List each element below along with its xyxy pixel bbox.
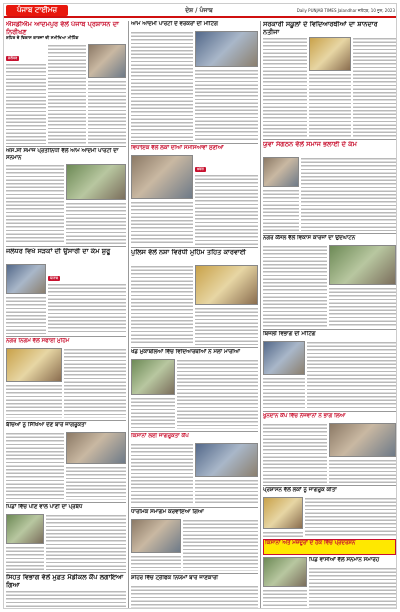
middle-headline-3: ਪੁਲਿਸ ਵੱਲੋਂ ਨਸ਼ਾ ਵਿਰੋਧੀ ਮੁਹਿੰਮ ਤਹਿਤ ਕਾਰਵਾਈ [131, 249, 246, 256]
news-photo [66, 432, 126, 464]
news-photo [131, 155, 193, 199]
left-bottom-headline: ਸਿਹਤ ਵਿਭਾਗ ਵੱਲੋਂ ਮੁਫ਼ਤ ਮੈਡੀਕਲ ਕੈਂਪ ਲਗਾਇਆ ਗਿਆ [6, 574, 124, 588]
middle-text-column [131, 585, 258, 608]
left-text-column [48, 44, 86, 144]
right-text-column [301, 157, 396, 231]
middle-text-column [131, 443, 193, 505]
middle-headline-5: ਕਿਸਾਨਾਂ ਲਈ ਜਾਗਰੂਕਤਾ ਕੈਂਪ [131, 433, 189, 439]
left-text-column [66, 466, 126, 500]
right-headline-3: ਨਗਰ ਕੌਂਸਲ ਵੱਲੋਂ ਵਿਕਾਸ ਕਾਰਜਾਂ ਦਾ ਉਦਘਾਟਨ [263, 235, 356, 241]
column-rule [128, 21, 129, 609]
middle-headline-2: ਵਿਧਾਇਕ ਵੱਲੋਂ ਲੋਕਾਂ ਦੀਆਂ ਸਮੱਸਿਆਵਾਂ ਸੁਣੀਆਂ [131, 145, 224, 151]
news-photo [263, 157, 299, 187]
right-text-column [263, 377, 305, 409]
news-photo [263, 497, 303, 529]
middle-headline-4: ਖੇਡ ਮੁਕਾਬਲਿਆਂ ਵਿੱਚ ਵਿਦਿਆਰਥੀਆਂ ਨੇ ਮੱਲਾਂ ਮਾਰੀਆਂ [131, 349, 240, 355]
left-text-column [6, 384, 62, 418]
middle-text-column [131, 397, 175, 429]
left-text-column [88, 80, 126, 144]
news-photo [88, 44, 126, 78]
middle-text-column [195, 479, 258, 505]
middle-text-column [131, 201, 193, 245]
middle-text-column [183, 519, 258, 571]
left-text-column [6, 432, 64, 500]
news-tag: ਖ਼ਬਰ [197, 167, 204, 171]
left-headline-5: ਬੱਚਿਆਂ ਨੂੰ ਸਿੱਖਿਆ ਦੇਣ ਬਾਰੇ ਜਾਗਰੂਕਤਾ [6, 422, 86, 428]
middle-text-column [177, 359, 258, 429]
right-text-column [309, 73, 351, 137]
left-lead-headline: ਐਸਡੀਐਮ ਆਦਮਪੁਰ ਵੱਲੋਂ ਪੰਜਾਬ ਪ੍ਰਸ਼ਾਸਨ ਦਾ ਨਿਰੀਖਣ [6, 21, 119, 35]
right-text-column [329, 287, 396, 327]
right-headline-1: ਸਰਕਾਰੀ ਸਕੂਲਾਂ ਦੇ ਵਿਦਿਆਰਥੀਆਂ ਦਾ ਸ਼ਾਨਦਾਰ ਨਤੀਜਾ [263, 21, 378, 35]
left-text-column [6, 296, 46, 334]
right-bottom-headline: ਪਿੰਡ ਵਾਸੀਆਂ ਵੱਲੋਂ ਸਨਮਾਨ ਸਮਾਰੋਹ [309, 557, 380, 563]
middle-headline-6: ਧਾਰਮਿਕ ਸਮਾਗਮ ਕਰਵਾਇਆ ਗਿਆ [131, 509, 204, 515]
news-photo [263, 341, 305, 375]
news-photo [263, 557, 307, 587]
left-text-column [6, 546, 44, 570]
newspaper-page [3, 3, 397, 609]
news-photo [131, 519, 181, 553]
left-headline-4: ਨਗਰ ਨਿਗਮ ਵੱਲੋਂ ਸਫਾਈ ਮੁਹਿੰਮ [6, 338, 70, 344]
city-tag: ਜਲੰਧਰ [8, 56, 18, 60]
left-headline-6: ਪਿੰਡਾਂ ਵਿੱਚ ਪੀਣ ਵਾਲੇ ਪਾਣੀ ਦਾ ਪ੍ਰਬੰਧ [6, 504, 83, 510]
news-photo [6, 514, 44, 544]
right-text-column [263, 589, 307, 608]
left-text-column [48, 264, 126, 334]
right-text-column [329, 459, 396, 483]
section-title: ਦੇਸ਼ / ਪੰਜਾਬ [185, 7, 213, 14]
right-text-column [263, 189, 299, 231]
dateline: Daily PUNJAB TIMES Jalandhar ਜਲੰਧਰ, 10 ਜੂਨ, 2023 [296, 8, 395, 13]
right-headline-6: ਪ੍ਰਸ਼ਾਸਨ ਵੱਲੋਂ ਲੋਕਾਂ ਨੂੰ ਜਾਗਰੂਕ ਕੀਤਾ [263, 487, 337, 493]
right-text-column [263, 245, 327, 327]
right-text-column [309, 567, 396, 608]
right-headline-2: ਯੁਵਾ ਸੰਗਠਨ ਵੱਲੋਂ ਸਮਾਜ ਭਲਾਈ ਦੇ ਕੰਮ [263, 141, 357, 148]
middle-text-column [131, 555, 181, 571]
right-text-column [305, 497, 396, 537]
news-photo [329, 423, 396, 457]
left-text-column [6, 44, 46, 144]
news-photo [195, 265, 258, 305]
right-text-column [353, 37, 396, 137]
middle-bottom-headline: ਸ਼ਹਿਰ ਵਿੱਚ ਟ੍ਰੈਫਿਕ ਨਿਯਮਾਂ ਬਾਰੇ ਜਾਣਕਾਰੀ [131, 575, 218, 581]
middle-text-column [195, 69, 258, 141]
news-photo [66, 164, 126, 200]
right-headline-5: ਖੂਨਦਾਨ ਕੈਂਪ ਵਿੱਚ ਨੌਜਵਾਨਾਂ ਨੇ ਭਾਗ ਲਿਆ [263, 413, 346, 419]
left-text-column [6, 164, 64, 244]
left-text-column [6, 590, 126, 608]
news-photo [131, 359, 175, 395]
right-headline-7: ਕਿਸਾਨਾਂ ਅਤੇ ਮਜ਼ਦੂਰਾਂ ਦੇ ਹੱਕ ਵਿੱਚ ਪ੍ਰਦਰਸ਼ਨ [265, 540, 356, 546]
news-photo [195, 443, 258, 477]
column-rule [260, 21, 261, 609]
right-text-column [263, 423, 327, 483]
middle-text-column [131, 265, 193, 345]
newspaper-logo: ਪੰਜਾਬ ਟਾਈਮਜ਼ [6, 5, 68, 16]
middle-text-column [195, 307, 258, 345]
news-photo [6, 348, 62, 382]
left-lead-subheadline: ਸ਼ਹਿਰ ਦੇ ਵਿਕਾਸ ਕਾਰਜਾਂ ਦੀ ਸਮੀਖਿਆ ਮੀਟਿੰਗ [6, 35, 79, 40]
middle-headline-1: ਆਮ ਆਦਮੀ ਪਾਰਟੀ ਦੇ ਵਰਕਰਾਂ ਦੀ ਮੀਟਿੰਗ [131, 21, 218, 27]
news-photo [195, 31, 258, 67]
news-photo [329, 245, 396, 285]
left-text-column [46, 514, 126, 570]
news-photo [309, 37, 351, 71]
middle-text-column [131, 31, 193, 141]
right-headline-4: ਬਿਜਲੀ ਵਿਭਾਗ ਦੀ ਮੀਟਿੰਗ [263, 331, 316, 337]
middle-text-column [195, 155, 258, 245]
left-text-column [64, 348, 126, 418]
left-text-column [66, 202, 126, 244]
news-photo [6, 264, 46, 294]
right-text-column [263, 531, 303, 537]
right-text-column [307, 341, 396, 409]
right-text-column [263, 37, 307, 137]
masthead [4, 4, 397, 18]
region-tag: ਪੰਜਾਬ [50, 276, 58, 280]
left-headline-2: ਐਸ.ਸੀ ਸਮਾਜ ਪ੍ਰਤੀਨਿਧੀ ਵੱਲੋਂ ਆਮ ਆਦਮੀ ਪਾਰਟੀ ਦਾ ਸਨਮਾਨ [6, 148, 119, 161]
left-headline-3: ਜਲੰਧਰ ਵਿਖੇ ਸੜਕਾਂ ਦੀ ਉਸਾਰੀ ਦਾ ਕੰਮ ਸ਼ੁਰੂ [6, 248, 111, 255]
